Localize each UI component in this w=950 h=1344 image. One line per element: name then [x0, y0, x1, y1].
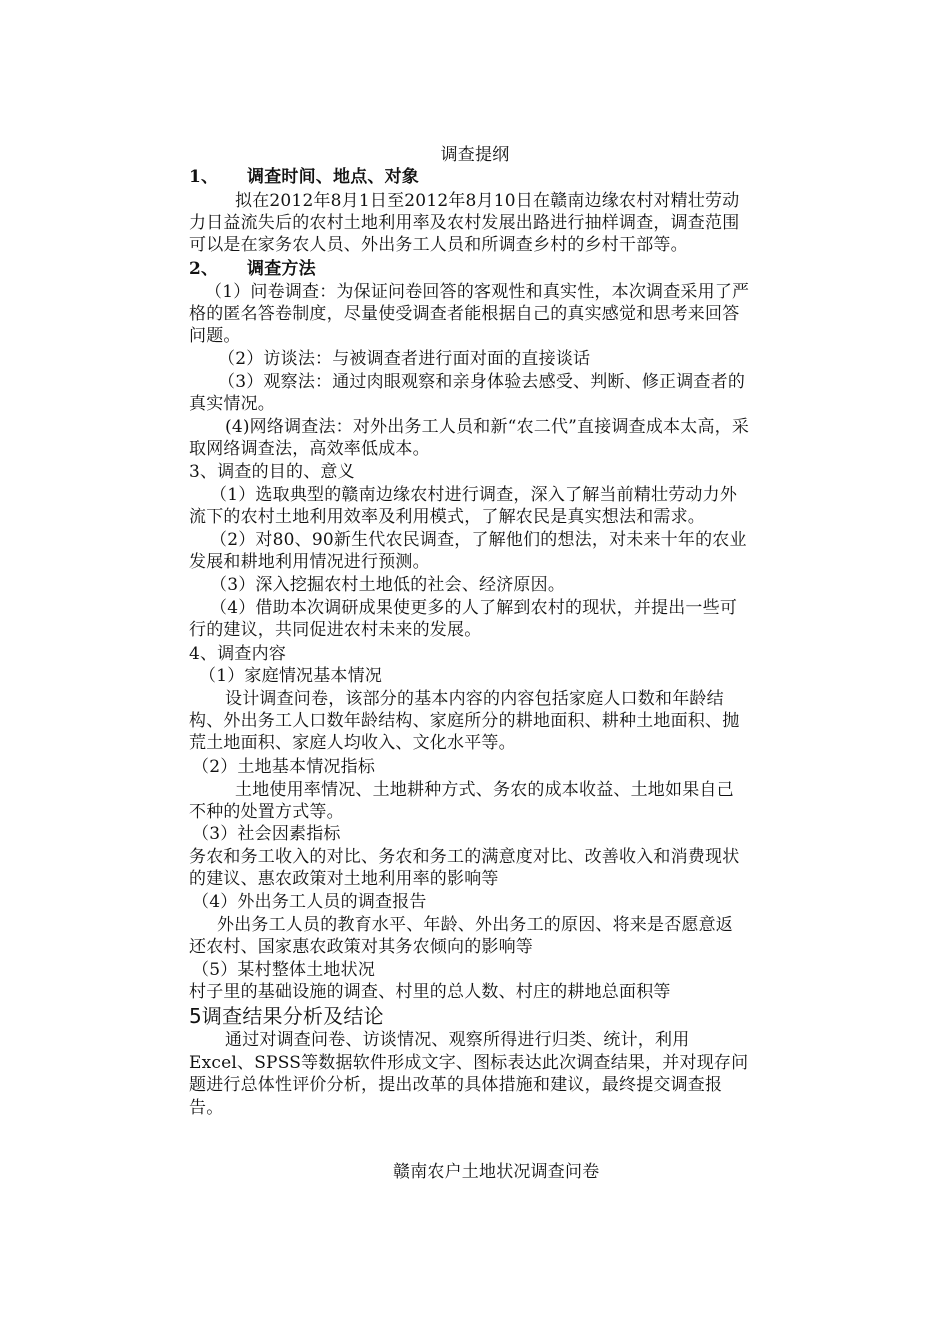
section-1-number: 1、 — [189, 167, 219, 187]
paragraph-line: (4)网络调查法：对外出务工人员和新“农二代”直接调查成本太高，采 — [225, 417, 750, 437]
paragraph-line: 通过对调查问卷、访谈情况、观察所得进行归类、统计，利用 — [225, 1030, 690, 1050]
paragraph-line: （3）深入挖掘农村土地低的社会、经济原因。 — [210, 575, 566, 595]
subsection-heading: （4）外出务工人员的调查报告 — [192, 892, 427, 912]
paragraph-line: 村子里的基础设施的调查、村里的总人数、村庄的耕地总面积等 — [189, 982, 671, 1002]
paragraph-line: 不种的处置方式等。 — [189, 802, 344, 822]
paragraph-line: （1）问卷调查：为保证问卷回答的客观性和真实性，本次调查采用了严 — [205, 282, 750, 302]
paragraph-line: 务农和务工收入的对比、务农和务工的满意度对比、改善收入和消费现状 — [189, 847, 740, 867]
section-1-heading — [189, 166, 814, 188]
paragraph-line: 拟在2012年8月1日至2012年8月10日在赣南边缘农村对精壮劳动 — [235, 191, 740, 211]
subsection-heading: （2）土地基本情况指标 — [192, 757, 376, 777]
paragraph-line: 外出务工人员的教育水平、年龄、外出务工的原因、将来是否愿意返 — [217, 915, 733, 935]
paragraph-line: 的建议、惠农政策对土地利用率的影响等 — [189, 869, 499, 889]
section-2-title: 调查方法 — [247, 259, 316, 279]
paragraph-line: 真实情况。 — [189, 394, 275, 414]
subsection-heading: （1）家庭情况基本情况 — [199, 666, 383, 686]
paragraph-line: （4）借助本次调研成果使更多的人了解到农村的现状，并提出一些可 — [210, 598, 738, 618]
paragraph-line: 流下的农村土地利用效率及利用模式，了解农民是真实想法和需求。 — [189, 507, 705, 527]
section-2-number: 2、 — [189, 259, 219, 279]
paragraph-line: 荒土地面积、家庭人均收入、文化水平等。 — [189, 733, 516, 753]
section-2-heading — [189, 258, 814, 280]
subsection-heading: （3）社会因素指标 — [192, 824, 341, 844]
section-3-heading: 3、调查的目的、意义 — [189, 462, 355, 482]
paragraph-line: 取网络调查法，高效率低成本。 — [189, 439, 430, 459]
paragraph-line: 还农村、国家惠农政策对其务农倾向的影响等 — [189, 937, 533, 957]
paragraph-line: （2）访谈法：与被调查者进行面对面的直接谈话 — [218, 349, 591, 369]
section-1-title: 调查时间、地点、对象 — [247, 167, 419, 187]
paragraph-line: 土地使用率情况、土地耕种方式、务农的成本收益、土地如果自己 — [235, 780, 734, 800]
paragraph-line: Excel、SPSS等数据软件形成文字、图标表达此次调查结果，并对现存问 — [189, 1053, 749, 1073]
section-4-heading: 4、调查内容 — [189, 644, 287, 664]
paragraph-line: （2）对80、90新生代农民调查，了解他们的想法，对未来十年的农业 — [210, 530, 747, 550]
questionnaire-title: 赣南农户土地状况调查问卷 — [393, 1162, 600, 1182]
paragraph-line: 行的建议，共同促进农村未来的发展。 — [189, 620, 482, 640]
paragraph-line: 可以是在家务农人员、外出务工人员和所调查乡村的乡村干部等。 — [189, 235, 688, 255]
paragraph-line: 告。 — [189, 1098, 224, 1118]
document-title: 调查提纲 — [440, 145, 510, 165]
paragraph-line: 问题。 — [189, 326, 241, 346]
paragraph-line: （3）观察法：通过肉眼观察和亲身体验去感受、判断、修正调查者的 — [218, 372, 746, 392]
section-5-heading: 5调查结果分析及结论 — [189, 1004, 384, 1028]
subsection-heading: （5）某村整体土地状况 — [192, 960, 376, 980]
paragraph-line: 力日益流失后的农村土地利用率及农村发展出路进行抽样调查，调查范围 — [189, 213, 740, 233]
paragraph-line: 发展和耕地利用情况进行预测。 — [189, 552, 430, 572]
paragraph-line: （1）选取典型的赣南边缘农村进行调查，深入了解当前精壮劳动力外 — [210, 485, 738, 505]
paragraph-line: 构、外出务工人口数年龄结构、家庭所分的耕地面积、耕种土地面积、抛 — [189, 711, 740, 731]
paragraph-line: 题进行总体性评价分析，提出改革的具体措施和建议，最终提交调查报 — [189, 1075, 723, 1095]
paragraph-line: 设计调查问卷，该部分的基本内容的内容包括家庭人口数和年龄结 — [225, 689, 724, 709]
paragraph-line: 格的匿名答卷制度，尽量使受调查者能根据自己的真实感觉和思考来回答 — [189, 304, 740, 324]
